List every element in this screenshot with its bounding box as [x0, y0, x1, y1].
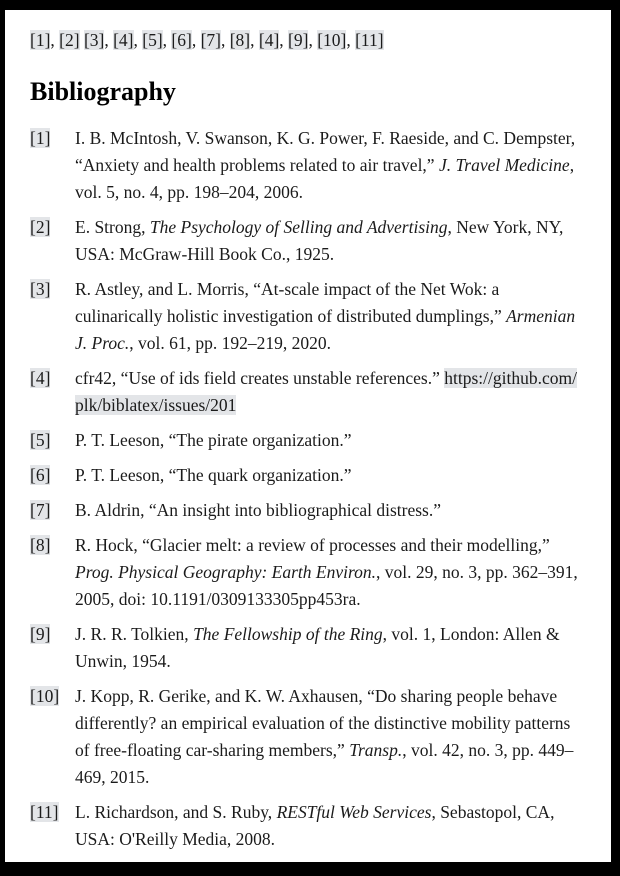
- citation-ref[interactable]: [3]: [83, 30, 105, 50]
- entry-number-column: [30, 365, 75, 419]
- entry-text: [75, 462, 585, 489]
- entry-text-segment: J. Travel Medicine: [438, 155, 570, 175]
- entry-text-segment: , Sebastopol, CA, USA: O'Reilly Media, 2008.: [75, 802, 555, 849]
- entry-label[interactable]: [9]: [30, 624, 51, 644]
- citation-ref[interactable]: [11]: [355, 30, 384, 50]
- entry-text-segment: The Psychology of Selling and Advertising: [149, 217, 448, 237]
- entry-text-segment: , vol. 29, no. 3, pp. 362–391, 2005, doi: 10.1191/0309133305pp453ra.: [75, 562, 578, 609]
- entry-label[interactable]: [7]: [30, 500, 51, 520]
- citation-ref[interactable]: [8]: [229, 30, 251, 50]
- entry-number-column: [30, 276, 75, 357]
- entry-text-segment: B. Aldrin, “An insight into bibliographical distress.”: [75, 500, 442, 520]
- entry-number-column: [30, 799, 75, 853]
- citation-line: [1], [2] [3], [4], [5], [6], [7], [8], [4], [9], [10], [11]: [30, 30, 384, 50]
- entry-text-segment: R. Astley, and L. Morris, “At-scale impact of the Net Wok: a culinarically holistic investigation of distributed dumplings,”: [75, 279, 507, 326]
- citation-ref[interactable]: [7]: [200, 30, 221, 50]
- entry-text-segment: J. Kopp, R. Gerike, and K. W. Axhausen, “Do sharing people behave differently? an empirical evaluation of the distinctive mobility patterns of free-floating car-sharing members,”: [75, 686, 571, 760]
- entry-text-segment: , New York, NY, USA: McGraw-Hill Book Co., 1925.: [75, 217, 564, 264]
- bibliography-entry: [30, 276, 585, 357]
- entry-text-segment: L. Richardson, and S. Ruby,: [75, 802, 277, 822]
- citation-ref[interactable]: [2]: [59, 30, 80, 50]
- entry-text: [75, 621, 585, 675]
- citation-ref[interactable]: [10]: [317, 30, 347, 50]
- entry-text-segment: , vol. 61, pp. 192–219, 2020.: [129, 333, 332, 353]
- citation-ref[interactable]: [6]: [171, 30, 192, 50]
- entry-text-segment: Transp.: [349, 740, 403, 760]
- document-page: [5, 10, 611, 862]
- entry-number-column: [30, 621, 75, 675]
- bibliography-entry: [30, 683, 585, 791]
- entry-text: [75, 125, 585, 206]
- entry-text: [75, 497, 585, 524]
- entry-number-column: [30, 462, 75, 489]
- bibliography-list: [30, 125, 585, 853]
- citation-ref[interactable]: [1]: [30, 30, 51, 50]
- entry-label[interactable]: [3]: [30, 279, 51, 299]
- bibliography-entry: [30, 799, 585, 853]
- entry-text-segment: , vol. 5, no. 4, pp. 198–204, 2006.: [75, 155, 575, 202]
- entry-text-segment: , vol. 42, no. 3, pp. 449–469, 2015.: [75, 740, 574, 787]
- bibliography-entry: [30, 497, 585, 524]
- bibliography-heading: Bibliography: [30, 77, 176, 106]
- entry-number-column: [30, 532, 75, 613]
- bibliography-entry: [30, 214, 585, 268]
- bibliography-entry: [30, 125, 585, 206]
- entry-text-segment: R. Hock, “Glacier melt: a review of processes and their modelling,”: [75, 535, 550, 555]
- citation-ref[interactable]: [4]: [258, 30, 280, 50]
- bibliography-entry: [30, 365, 585, 419]
- bibliography-entry: [30, 621, 585, 675]
- entry-label[interactable]: [5]: [30, 430, 51, 450]
- entry-text-segment: The Fellowship of the Ring: [193, 624, 383, 644]
- entry-number-column: [30, 125, 75, 206]
- entry-text-segment: P. T. Leeson, “The pirate organization.”: [75, 430, 352, 450]
- entry-text-segment: Prog. Physical Geography: Earth Environ.: [75, 562, 377, 582]
- bibliography-entry: [30, 532, 585, 613]
- entry-text-segment: I. B. McIntosh, V. Swanson, K. G. Power, F. Raeside, and C. Dempster, “Anxiety and health problems related to air travel,”: [75, 128, 576, 175]
- entry-text-segment: P. T. Leeson, “The quark organization.”: [75, 465, 352, 485]
- entry-text-segment: RESTful Web Services: [276, 802, 432, 822]
- bibliography-entry: [30, 427, 585, 454]
- entry-text: [75, 365, 585, 419]
- entry-text-segment: J. R. R. Tolkien,: [75, 624, 194, 644]
- entry-text: [75, 532, 585, 613]
- entry-text-segment: , vol. 1, London: Allen & Unwin, 1954.: [75, 624, 560, 671]
- entry-text: [75, 276, 585, 357]
- entry-text-segment: E. Strong,: [75, 217, 150, 237]
- citation-ref[interactable]: [4]: [113, 30, 134, 50]
- entry-text-segment: Armenian J. Proc.: [75, 306, 576, 353]
- entry-label[interactable]: [4]: [30, 368, 51, 388]
- entry-text: [75, 799, 585, 853]
- citation-ref[interactable]: [5]: [142, 30, 163, 50]
- entry-number-column: [30, 427, 75, 454]
- entry-text: [75, 683, 585, 791]
- entry-label[interactable]: [2]: [30, 217, 51, 237]
- citation-ref[interactable]: [9]: [288, 30, 309, 50]
- entry-number-column: [30, 683, 75, 791]
- entry-text-segment: cfr42, “Use of ids field creates unstable references.”: [75, 368, 445, 388]
- entry-label[interactable]: [6]: [30, 465, 51, 485]
- entry-label[interactable]: [8]: [30, 535, 51, 555]
- bibliography-entry: [30, 462, 585, 489]
- entry-number-column: [30, 214, 75, 268]
- entry-label[interactable]: [1]: [30, 128, 51, 148]
- entry-label[interactable]: [10]: [30, 686, 60, 706]
- entry-text: [75, 214, 585, 268]
- entry-number-column: [30, 497, 75, 524]
- entry-url-link[interactable]: https://github.com/plk/biblatex/issues/201: [75, 368, 577, 415]
- entry-text: [75, 427, 585, 454]
- entry-label[interactable]: [11]: [30, 802, 59, 822]
